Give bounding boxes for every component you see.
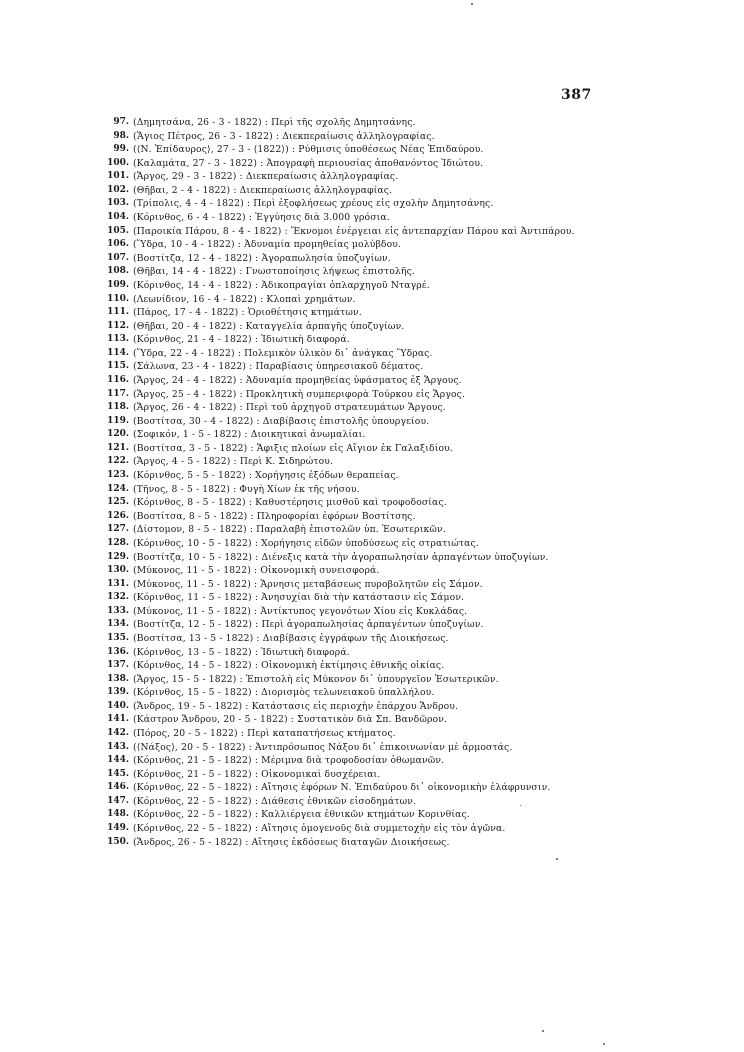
entry-text: (Βοστίτζα, 12 - 5 - 1822) : Περὶ ἀγοραπωλησίας ἁρπαγέντων ὑποζυγίων. <box>133 619 484 631</box>
entry-number: 105. <box>107 225 129 236</box>
entry-text: (Ὕδρα, 22 - 4 - 1822) : Πολεμικὸν ὑλικὸν δι᾽ ἀνάγκας Ὕδρας. <box>133 347 433 359</box>
entry-number: 124. <box>107 483 129 494</box>
entry-text: (Τῆνος, 8 - 5 - 1822) : Φυγὴ Χίων ἐκ τῆς νήσου. <box>133 483 360 495</box>
entry-text: (Κόρινθος, 22 - 5 - 1822) : Καλλιέργεια ἐθνικῶν κτημάτων Κορινθίας. <box>133 809 470 821</box>
entry-list <box>102 116 662 849</box>
list-item <box>102 496 662 510</box>
entry-text: (Ἄργος, 25 - 4 - 1822) : Προκλητικὴ συμπεριφορὰ Τούρκου εἰς Ἄργος. <box>133 388 466 400</box>
scan-speck <box>542 1030 544 1032</box>
entry-text: (Βοστίτσα, 8 - 5 - 1822) : Πληροφορίαι ἐφόρων Βοστίτσης. <box>133 510 416 522</box>
entry-text: (Δημητσάνα, 26 - 3 - 1822) : Περὶ τῆς σχολῆς Δημητσάνης. <box>133 117 416 128</box>
entry-number: 122. <box>107 456 129 467</box>
entry-number: 150. <box>107 836 129 847</box>
list-item <box>102 265 662 279</box>
entry-number: 134. <box>107 619 129 630</box>
entry-text: (Βοστίτσα, 30 - 4 - 1822) : Διαβίβασις ἐπιστολῆς ὑπουργείου. <box>133 415 430 427</box>
list-item <box>102 659 662 673</box>
entry-number: 141. <box>107 714 129 725</box>
list-item <box>102 293 662 307</box>
list-item <box>102 768 662 782</box>
page-number: 387 <box>561 87 592 103</box>
list-item <box>102 673 662 687</box>
list-item <box>102 428 662 442</box>
list-item <box>102 455 662 469</box>
entry-number: 133. <box>107 605 129 616</box>
entry-number: 101. <box>107 171 129 182</box>
list-item <box>102 591 662 605</box>
list-item <box>102 781 662 795</box>
entry-number: 102. <box>107 184 129 195</box>
entry-text: (Τρίπολις, 4 - 4 - 1822) : Περὶ ἐξοφλήσεως χρέους εἰς σχολὴν Δημητσάνης. <box>133 198 494 210</box>
list-item <box>102 279 662 293</box>
list-item <box>102 754 662 768</box>
list-item <box>102 347 662 361</box>
list-item <box>102 537 662 551</box>
list-item <box>102 836 662 850</box>
list-item <box>102 483 662 497</box>
entry-number: 148. <box>107 809 129 820</box>
list-item <box>102 143 662 157</box>
list-item <box>102 252 662 266</box>
list-item <box>102 306 662 320</box>
list-item <box>102 578 662 592</box>
list-item <box>102 632 662 646</box>
entry-text: (Πάρος, 17 - 4 - 1822) : Ὁριοθέτησις κτημάτων. <box>133 307 362 319</box>
entry-number: 109. <box>107 279 129 290</box>
entry-text: (Κόρινθος, 11 - 5 - 1822) : Ἀνησυχίαι διὰ τὴν κατάστασιν εἰς Σάμον. <box>133 592 465 604</box>
entry-text: (Κόρινθος, 21 - 5 - 1822) : Μέριμνα διὰ τροφοδοσίαν ὀθωμανῶν. <box>133 755 445 767</box>
entry-number: 106. <box>107 239 129 250</box>
list-item <box>102 822 662 836</box>
entry-text: (Ἄργος, 29 - 3 - 1822) : Διεκπεραίωσις ἀλληλογραφίας. <box>133 171 399 183</box>
entry-text: (Ἄργος, 15 - 5 - 1822) : Ἐπιστολὴ εἰς Μύκονον δι᾽ ὑπουργεῖον Ἐσωτερικῶν. <box>133 673 499 685</box>
scan-speck <box>520 805 521 806</box>
list-item <box>102 130 662 144</box>
entry-number: 116. <box>107 374 129 385</box>
entry-text: (Ἄργος, 4 - 5 - 1822) : Περὶ Κ. Σιδηρώτου. <box>133 456 334 468</box>
list-item <box>102 469 662 483</box>
entry-number: 118. <box>107 402 129 413</box>
entry-text: (Βοστίτζα, 10 - 5 - 1822) : Διένεξις κατὰ τὴν ἀγοραπωλησίαν ἁρπαγέντων ὑποζυγίων. <box>133 551 549 563</box>
list-item <box>102 374 662 388</box>
entry-number: 136. <box>107 646 129 657</box>
entry-text: (Μύκονος, 11 - 5 - 1822) : Ἀντίκτυπος γεγονότων Χίου εἰς Κυκλάδας. <box>133 605 468 617</box>
entry-number: 125. <box>107 497 129 508</box>
entry-number: 120. <box>107 429 129 440</box>
entry-number: 114. <box>107 347 129 358</box>
entry-text: (Μύκονος, 11 - 5 - 1822) : Ἄρνησις μεταβάσεως πυροβολητῶν εἰς Σάμον. <box>133 578 483 590</box>
list-item <box>102 170 662 184</box>
entry-text: (⟨Ν. Ἐπίδαυρος⟩, 27 - 3 - ⟨1822⟩) : Ρύθμισις ὑποθέσεως Νέας Ἐπιδαύρου. <box>133 144 484 156</box>
list-item <box>102 605 662 619</box>
entry-text: (Κόρινθος, 6 - 4 - 1822) : Ἐγγύησις διὰ 3.000 γρόσια. <box>133 212 390 224</box>
entry-number: 149. <box>107 823 129 834</box>
entry-number: 99. <box>113 144 129 155</box>
entry-number: 98. <box>113 130 129 141</box>
entry-number: 131. <box>107 578 129 589</box>
list-item <box>102 116 662 130</box>
entry-number: 130. <box>107 565 129 576</box>
entry-text: (Κόρινθος, 21 - 4 - 1822) : Ἰδιωτικὴ διαφορά. <box>133 334 350 346</box>
entry-text: (Κόρινθος, 21 - 5 - 1822) : Οἰκονομικαὶ δυσχέρειαι. <box>133 768 381 780</box>
entry-text: (Ἄργος, 26 - 4 - 1822) : Περὶ τοῦ ἀρχηγοῦ στρατευμάτων Ἄργους. <box>133 402 446 414</box>
list-item <box>102 741 662 755</box>
entry-text: (Ὕδρα, 10 - 4 - 1822) : Ἀδυναμία προμηθείας μολύβδου. <box>133 239 402 251</box>
entry-number: 126. <box>107 510 129 521</box>
entry-text: (Κόρινθος, 8 - 5 - 1822) : Καθυστέρησις μισθοῦ καὶ τροφοδοσίας. <box>133 497 447 509</box>
entry-text: (Κόρινθος, 10 - 5 - 1822) : Χορήγησις εἰδῶν ὑποδύσεως εἰς στρατιώτας. <box>133 537 479 549</box>
entry-text: (Παροικία Πάρου, 8 - 4 - 1822) : Ἔκνομοι ἐνέργειαι εἰς ἀντεπαρχίαν Πάρου καὶ Ἀντιπάρου. <box>133 225 575 237</box>
entry-text: (Ἅγιος Πέτρος, 26 - 3 - 1822) : Διεκπεραίωσις ἀλληλογραφίας. <box>133 130 435 142</box>
list-item <box>102 157 662 171</box>
entry-text: (Λεωνίδιον, 16 - 4 - 1822) : Κλοπαὶ χρημάτων. <box>133 293 356 305</box>
list-item <box>102 225 662 239</box>
entry-number: 145. <box>107 768 129 779</box>
list-item <box>102 700 662 714</box>
entry-text: (Βοστίτσα, 13 - 5 - 1822) : Διαβίβασις ἐγγράφων τῆς Διοικήσεως. <box>133 632 449 644</box>
entry-number: 115. <box>107 361 129 372</box>
list-item <box>102 333 662 347</box>
entry-text: (Κόρινθος, 22 - 5 - 1822) : Αἴτησις ὁμογενοῦς διὰ συμμετοχὴν εἰς τὸν ἀγῶνα. <box>133 823 506 835</box>
entry-number: 123. <box>107 470 129 481</box>
list-item <box>102 442 662 456</box>
entry-text: (Θῆβαι, 20 - 4 - 1822) : Καταγγελία ἁρπαγῆς ὑποζυγίων. <box>133 320 405 332</box>
entry-text: (Κόρινθος, 5 - 5 - 1822) : Χορήγησις ἐξόδων θεραπείας. <box>133 470 399 482</box>
entry-number: 104. <box>107 212 129 223</box>
list-item <box>102 523 662 537</box>
entry-number: 143. <box>107 741 129 752</box>
scan-speck <box>603 1043 605 1045</box>
entry-number: 140. <box>107 700 129 711</box>
scan-speck <box>556 858 558 860</box>
entry-number: 139. <box>107 687 129 698</box>
list-item <box>102 551 662 565</box>
entry-text: (Καλαμάτα, 27 - 3 - 1822) : Ἀπογραφὴ περιουσίας ἀποθανόντος Ἰδιώτου. <box>133 157 484 169</box>
entry-number: 97. <box>113 117 129 127</box>
entry-text: (Ἄνδρος, 19 - 5 - 1822) : Κατάστασις εἰς περιοχὴν ἐπάρχου Ἄνδρου. <box>133 700 459 712</box>
entry-text: (Κόρινθος, 22 - 5 - 1822) : Διάθεσις ἐθνικῶν εἰσοδημάτων. <box>133 795 417 807</box>
entry-number: 119. <box>107 415 129 426</box>
list-item <box>102 184 662 198</box>
entry-number: 103. <box>107 198 129 209</box>
list-item <box>102 808 662 822</box>
list-item <box>102 388 662 402</box>
entry-number: 138. <box>107 673 129 684</box>
list-item <box>102 415 662 429</box>
list-item <box>102 713 662 727</box>
entry-text: (Μύκονος, 11 - 5 - 1822) : Οἰκονομικὴ συνεισφορά. <box>133 565 380 577</box>
entry-text: (Πόρος, 20 - 5 - 1822) : Περὶ καταπατήσεως κτήματος. <box>133 728 396 740</box>
entry-text: (Ἄργος, 24 - 4 - 1822) : Ἀδυναμία προμηθείας ὑφάσματος ἐξ Ἄργους. <box>133 374 462 386</box>
list-item <box>102 646 662 660</box>
entry-number: 144. <box>107 755 129 766</box>
entry-text: (Κάστρον Ἄνδρου, 20 - 5 - 1822) : Συστατικὸν διὰ Σπ. Βανδῶρον. <box>133 714 448 726</box>
entry-text: (Κόρινθος, 14 - 4 - 1822) : Ἀδικοπραγίαι ὁπλαρχηγοῦ Νταγρέ. <box>133 279 430 291</box>
entry-text: (Ἄνδρος, 26 - 5 - 1822) : Αἴτησις ἐκδόσεως διαταγῶν Διοικήσεως. <box>133 836 450 848</box>
list-item <box>102 727 662 741</box>
list-item <box>102 618 662 632</box>
list-item <box>102 795 662 809</box>
list-item <box>102 197 662 211</box>
entry-number: 132. <box>107 592 129 603</box>
entry-number: 137. <box>107 660 129 671</box>
list-item <box>102 238 662 252</box>
entry-number: 108. <box>107 266 129 277</box>
scan-speck <box>471 3 473 5</box>
entry-text: (Κόρινθος, 15 - 5 - 1822) : Διορισμὸς τελωνειακοῦ ὑπαλλήλου. <box>133 687 435 699</box>
list-item <box>102 211 662 225</box>
entry-text: (Κόρινθος, 22 - 5 - 1822) : Αἴτησις ἐφόρων Ν. Ἐπιδαύρου δι᾽ οἰκονομικὴν ἐλάφρυνσιν. <box>133 782 551 794</box>
entry-number: 128. <box>107 537 129 548</box>
list-item <box>102 360 662 374</box>
entry-number: 127. <box>107 524 129 535</box>
entry-number: 121. <box>107 442 129 453</box>
entry-text: (⟨Νάξος⟩, 20 - 5 - 1822) : Ἀντιπρόσωπος Νάξου δι᾽ ἐπικοινωνίαν μὲ ἁρμοστάς. <box>133 741 513 753</box>
entry-number: 135. <box>107 632 129 643</box>
entry-number: 142. <box>107 728 129 739</box>
list-item <box>102 686 662 700</box>
entry-number: 146. <box>107 782 129 793</box>
entry-number: 113. <box>107 334 129 345</box>
list-item <box>102 320 662 334</box>
entry-number: 117. <box>107 388 129 399</box>
entry-text: (Δίστομον, 8 - 5 - 1822) : Παραλαβὴ ἐπιστολῶν ὑπ. Ἐσωτερικῶν. <box>133 524 446 536</box>
entry-text: (Βοστίτσα, 3 - 5 - 1822) : Ἄφιξις πλοίων εἰς Αἴγιον ἐκ Γαλαξιδίου. <box>133 442 453 454</box>
entry-number: 110. <box>107 293 129 304</box>
entry-number: 100. <box>107 157 129 168</box>
entry-text: (Κόρινθος, 14 - 5 - 1822) : Οἰκονομικὴ ἐκτίμησις ἐθνικῆς οἰκίας. <box>133 660 445 672</box>
entry-number: 147. <box>107 795 129 806</box>
entry-text: (Θῆβαι, 2 - 4 - 1822) : Διεκπεραίωσις ἀλληλογραφίας. <box>133 184 393 196</box>
entry-number: 107. <box>107 252 129 263</box>
entry-number: 111. <box>107 307 129 318</box>
entry-text: (Σοφικόν, 1 - 5 - 1822) : Διοικητικαὶ ἀνωμαλίαι. <box>133 429 366 441</box>
entry-number: 129. <box>107 551 129 562</box>
entry-text: (Σάλωνα, 23 - 4 - 1822) : Παραβίασις ὑπηρεσιακοῦ δέματος. <box>133 361 424 373</box>
entry-text: (Βοστίτζα, 12 - 4 - 1822) : Ἀγοραπωλησία ὑποζυγίων. <box>133 252 391 264</box>
entry-text: (Κόρινθος, 13 - 5 - 1822) : Ἰδιωτικὴ διαφορά. <box>133 646 350 658</box>
list-item <box>102 564 662 578</box>
list-item <box>102 510 662 524</box>
list-item <box>102 401 662 415</box>
entry-number: 112. <box>107 320 129 331</box>
entry-text: (Θῆβαι, 14 - 4 - 1822) : Γνωστοποίησις λήψεως ἐπιστολῆς. <box>133 266 415 278</box>
